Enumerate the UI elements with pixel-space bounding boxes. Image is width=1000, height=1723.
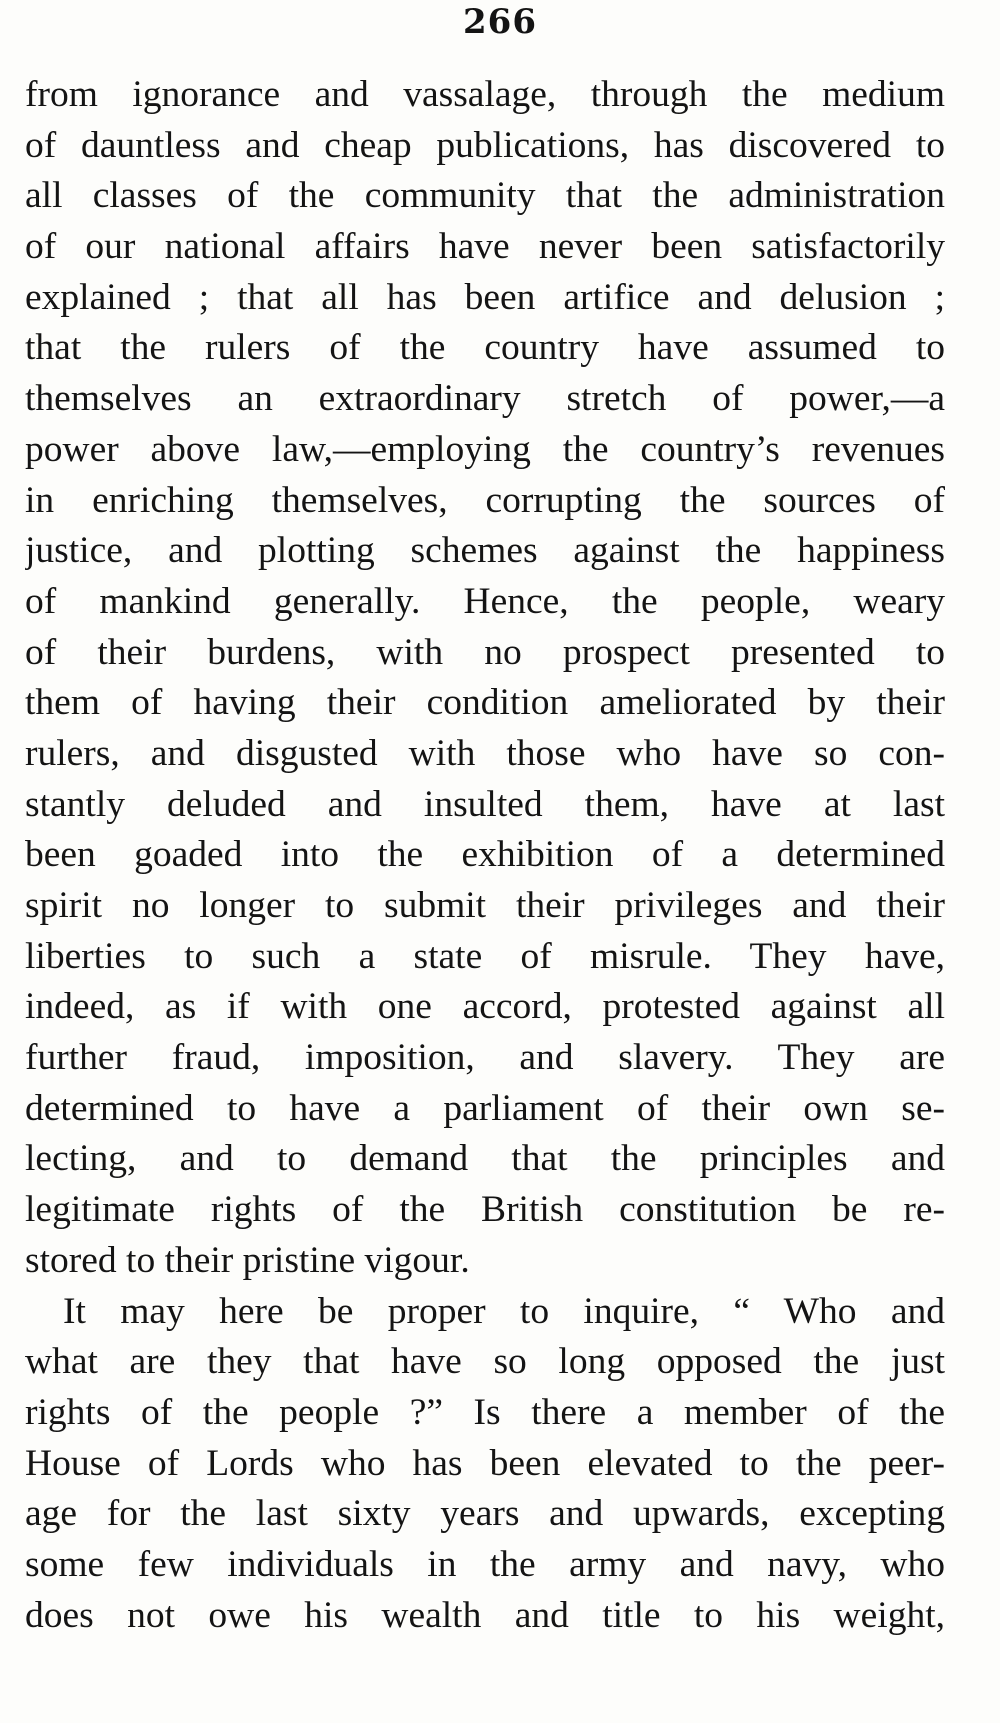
text-line: of our national affairs have never been satisfactorily: [25, 226, 945, 268]
text-line: all classes of the community that the administration: [25, 175, 945, 217]
text-line: It may here be proper to inquire, “ Who and: [63, 1290, 945, 1332]
text-line: liberties to such a state of misrule. They have,: [25, 935, 945, 977]
page-number: 266: [463, 2, 537, 42]
text-line: from ignorance and vassalage, through the medium: [25, 74, 945, 115]
text-line: what are they that have so long opposed the just: [25, 1341, 945, 1383]
text-line: them of having their condition ameliorated by their: [25, 682, 945, 724]
text-line: of their burdens, with no prospect presented to: [25, 631, 945, 673]
text-line: themselves an extraordinary stretch of power,—a: [25, 378, 945, 420]
paragraph-1: [25, 70, 945, 1287]
text-line: age for the last sixty years and upwards, excepting: [25, 1493, 945, 1535]
text-line: House of Lords who has been elevated to the peer-: [25, 1442, 945, 1484]
text-line: justice, and plotting schemes against the happiness: [25, 530, 945, 572]
text-line: does not owe his wealth and title to his weight,: [25, 1594, 945, 1636]
text-line: determined to have a parliament of their own se-: [25, 1087, 945, 1129]
text-line: legitimate rights of the British constitution be re-: [25, 1189, 945, 1231]
text-line: rights of the people ?” Is there a member of the: [25, 1391, 945, 1433]
text-line: of dauntless and cheap publications, has discovered to: [25, 124, 945, 166]
text-line: stored to their pristine vigour.: [25, 1239, 470, 1281]
text-line: in enriching themselves, corrupting the sources of: [25, 479, 945, 521]
text-line: that the rulers of the country have assumed to: [25, 327, 945, 369]
text-line: stantly deluded and insulted them, have at last: [25, 783, 945, 825]
text-line: explained ; that all has been artifice and delusion ;: [25, 276, 945, 318]
text-line: been goaded into the exhibition of a determined: [25, 834, 945, 876]
text-line: spirit no longer to submit their privileges and their: [25, 885, 945, 926]
text-line: indeed, as if with one accord, protested against all: [25, 986, 945, 1028]
paragraph-2: [25, 1287, 945, 1642]
body-text: [25, 70, 945, 1641]
text-line: rulers, and disgusted with those who have so con-: [25, 732, 945, 774]
text-line: lecting, and to demand that the principles and: [25, 1138, 945, 1180]
text-line: of mankind generally. Hence, the people, weary: [25, 580, 945, 622]
text-line: further fraud, imposition, and slavery. They are: [25, 1037, 945, 1079]
text-line: power above law,—employing the country’s revenues: [25, 428, 945, 470]
text-line: some few individuals in the army and navy, who: [25, 1543, 945, 1585]
